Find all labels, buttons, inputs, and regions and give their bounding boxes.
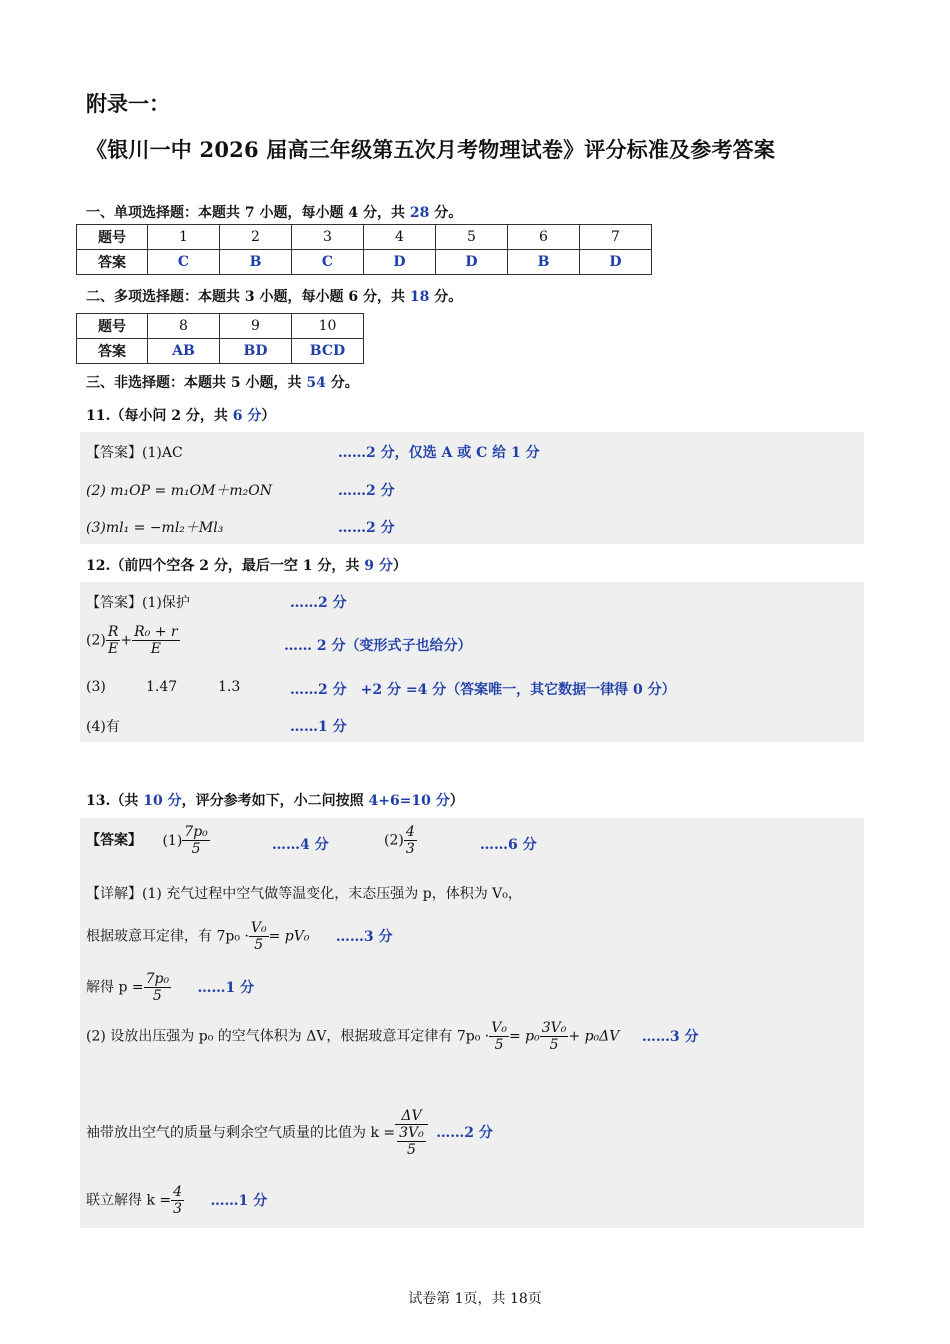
fraction (132, 624, 179, 657)
section-3-heading (86, 372, 359, 392)
question-number: 1 (148, 225, 220, 250)
q13-step-2 (86, 971, 254, 1004)
q11-answer-2: (2) m₁OP = m₁OM＋m₂ON (86, 483, 273, 499)
answer-cell: AB (148, 339, 220, 364)
q13-step-5-score: ……1 分 (210, 1192, 268, 1209)
table-row (77, 339, 364, 364)
denominator: 5 (549, 1037, 559, 1054)
section-3-text: 三、非选择题：本题共 5 小题，共 (86, 375, 307, 391)
section-3-total: 54 (306, 375, 326, 391)
q11-answer-1: 【答案】(1)AC (86, 445, 183, 461)
answer-cell: BD (220, 339, 292, 364)
q11-total: 6 分 (232, 408, 262, 424)
question-number: 10 (292, 314, 364, 339)
section-1-heading (86, 202, 462, 222)
q13-score-2: ……6 分 (480, 837, 537, 853)
q13-rule: 4+6=10 分 (368, 793, 450, 809)
q12-score-4: ……1 分 (290, 719, 347, 735)
fraction (171, 1184, 184, 1217)
question-number: 7 (580, 225, 652, 250)
numerator: 3V₀ (541, 1020, 567, 1036)
q12-score-2: …… 2 分（变形式子也给分） (284, 638, 472, 654)
section-1-total: 28 (409, 205, 430, 221)
row-label-question: 题号 (77, 225, 148, 250)
numerator: 3V₀ (399, 1125, 424, 1142)
denominator: E (150, 641, 161, 658)
q13-step-3-score: ……3 分 (641, 1028, 699, 1045)
question-number: 2 (220, 225, 292, 250)
q13-heading-suffix: ） (449, 793, 464, 809)
q13-answer-2-prefix: (2) (384, 832, 404, 849)
denominator: 5 (254, 937, 264, 954)
section-1-text: 一、单项选择题：本题共 7 小题，每小题 4 分，共 (86, 205, 410, 221)
q11-heading-suffix: ） (261, 408, 276, 424)
q13-answer-row (86, 824, 210, 857)
q11-heading (86, 405, 275, 425)
denominator: 5 (191, 841, 201, 858)
q13-step-3-prefix: (2) 设放出压强为 p₀ 的空气体积为 ΔV，根据玻意耳定律有 7p₀ · (86, 1028, 490, 1045)
q13-step-5 (86, 1184, 267, 1217)
q12-score-1: ……2 分 (290, 595, 347, 611)
q13-step-1-suffix: = pV₀ (268, 928, 310, 945)
q13-step-2-prefix: 解得 p = (86, 979, 144, 996)
fraction (182, 824, 209, 857)
q11-score-3: ……2 分 (338, 520, 395, 536)
q12-answer-2 (86, 624, 180, 657)
fraction (489, 1020, 509, 1053)
q13-step-3-mid: = p₀ (509, 1028, 540, 1045)
denominator: 3 (405, 841, 415, 858)
q13-step-5-prefix: 联立解得 k = (86, 1192, 172, 1209)
row-label-answer: 答案 (77, 339, 148, 364)
question-number: 5 (436, 225, 508, 250)
q12-answer-block (80, 582, 864, 742)
q11-score-1: ……2 分，仅选 A 或 C 给 1 分 (338, 445, 540, 461)
answer-cell: D (364, 250, 436, 275)
q13-step-1-score: ……3 分 (335, 928, 393, 945)
q12-score-3: ……2 分 +2 分 =4 分（答案唯一，其它数据一律得 0 分） (290, 682, 676, 698)
question-number: 6 (508, 225, 580, 250)
numerator: 7p₀ (184, 824, 208, 840)
fraction (540, 1020, 569, 1053)
q13-step-2-score: ……1 分 (197, 979, 255, 996)
fraction (404, 824, 417, 857)
nested-denominator (395, 1125, 428, 1158)
q13-detail-1: 【详解】(1) 充气过程中空气做等温变化，末态压强为 p，体积为 V₀， (86, 886, 522, 902)
denominator: 3 (173, 1201, 183, 1218)
denominator: 5 (494, 1037, 504, 1054)
fraction (249, 920, 269, 953)
numerator: 4 (173, 1184, 183, 1200)
single-choice-answer-table (76, 224, 652, 275)
q12-heading-text: 12.（前四个空各 2 分，最后一空 1 分，共 (86, 558, 365, 574)
q12-answer-3-value-2: 1.3 (218, 679, 241, 695)
q12-heading (86, 555, 407, 575)
question-number: 3 (292, 225, 364, 250)
answer-cell: C (292, 250, 364, 275)
answer-cell: BCD (292, 339, 364, 364)
table-row (77, 250, 652, 275)
table-row (77, 314, 364, 339)
q13-answer-1-prefix: (1) (162, 832, 183, 849)
q12-answer-4: (4)有 (86, 719, 120, 735)
q12-heading-suffix: ） (392, 558, 407, 574)
section-2-suffix: 分。 (429, 289, 463, 305)
q13-answer-label: 【答案】 (86, 832, 142, 849)
numerator: ΔV (395, 1108, 428, 1125)
numerator: R₀ + r (134, 624, 178, 640)
appendix-title: 附录一： (86, 91, 170, 116)
document-title: 《银川一中 2026 届高三年级第五次月考物理试卷》评分标准及参考答案 (86, 137, 776, 162)
q13-step-4 (86, 1108, 493, 1158)
q13-step-4-prefix: 袖带放出空气的质量与剩余空气质量的比值为 k = (86, 1125, 396, 1142)
q13-step-4-score: ……2 分 (436, 1125, 493, 1142)
q11-heading-text: 11.（每小问 2 分，共 (86, 408, 233, 424)
fraction (106, 624, 121, 657)
section-2-total: 18 (409, 289, 430, 305)
q12-answer-1: 【答案】(1)保护 (86, 595, 190, 611)
page-footer: 试卷第 1页，共 18页 (408, 1291, 542, 1307)
question-number: 9 (220, 314, 292, 339)
q12-total: 9 分 (364, 558, 393, 574)
section-3-suffix: 分。 (325, 375, 359, 391)
plus-sign: + (120, 632, 133, 649)
q11-score-2: ……2 分 (338, 483, 395, 499)
fraction (395, 1108, 428, 1158)
q13-total: 10 分 (143, 793, 182, 809)
q12-answer-3-prefix: (3) (86, 679, 106, 695)
section-2-text: 二、多项选择题：本题共 3 小题，每小题 6 分，共 (86, 289, 410, 305)
section-1-suffix: 分。 (429, 205, 463, 221)
q13-step-3 (86, 1020, 698, 1053)
answer-cell: D (580, 250, 652, 275)
question-number: 4 (364, 225, 436, 250)
numerator: V₀ (250, 920, 267, 936)
denominator: E (108, 641, 119, 658)
q13-heading-text: 13.（共 (86, 793, 144, 809)
q13-score-1: ……4 分 (272, 837, 329, 853)
numerator: V₀ (491, 1020, 507, 1036)
q13-step-3-suffix: + p₀ΔV (568, 1028, 620, 1045)
q12-answer-3-value-1: 1.47 (146, 679, 178, 695)
q13-answer-2 (384, 824, 417, 857)
denominator: 5 (152, 988, 162, 1005)
q13-step-1-prefix: 根据玻意耳定律，有 7p₀ · (86, 928, 249, 945)
row-label-answer: 答案 (77, 250, 148, 275)
q13-heading-mid: ，评分参考如下，小二问按照 (181, 793, 369, 809)
numerator: 7p₀ (145, 971, 170, 987)
q13-step-1 (86, 920, 393, 953)
numerator: 4 (405, 824, 415, 840)
q12-answer-2-prefix: (2) (86, 632, 106, 649)
q13-heading (86, 790, 464, 810)
answer-cell: B (508, 250, 580, 275)
multiple-choice-answer-table (76, 313, 364, 364)
question-number: 8 (148, 314, 220, 339)
fraction (397, 1125, 426, 1158)
answer-cell: C (148, 250, 220, 275)
row-label-question: 题号 (77, 314, 148, 339)
answer-cell: D (436, 250, 508, 275)
denominator: 5 (406, 1142, 416, 1159)
answer-cell: B (220, 250, 292, 275)
q11-answer-3: (3)ml₁ = −ml₂＋Ml₃ (86, 520, 224, 536)
section-2-heading (86, 286, 462, 306)
numerator: R (107, 624, 119, 640)
table-row (77, 225, 652, 250)
fraction (144, 971, 171, 1004)
